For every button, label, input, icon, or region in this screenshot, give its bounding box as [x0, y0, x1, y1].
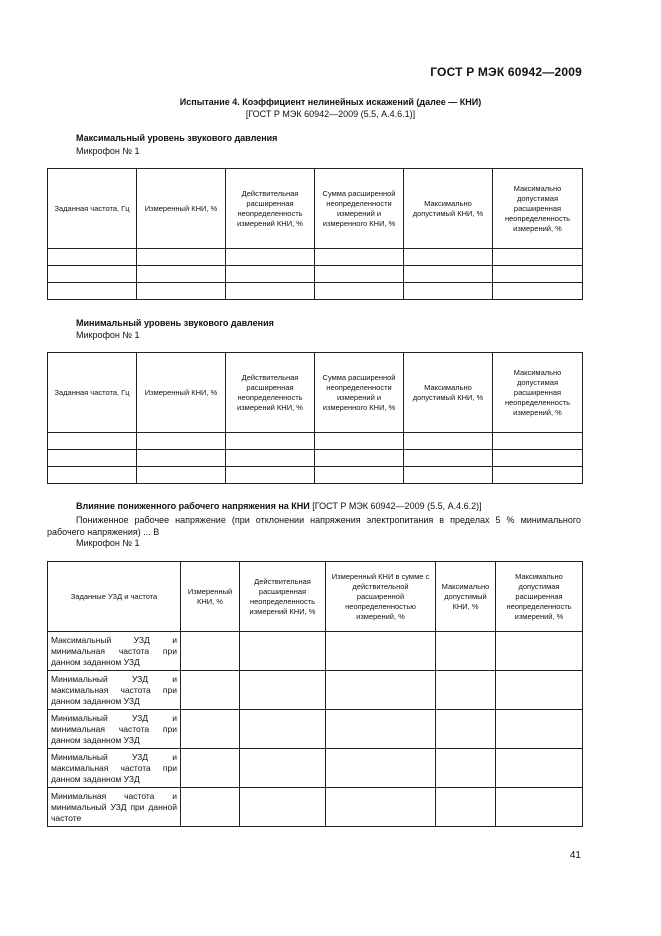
column-header: Сумма расширенной неопределенности измерений и измеренного КНИ, %	[315, 169, 404, 249]
table-cell	[436, 788, 496, 827]
table-cell	[48, 433, 137, 450]
test-reference: [ГОСТ Р МЭК 60942—2009 (5.5, А.4.6.1)]	[245, 109, 416, 119]
table-cell	[493, 450, 583, 467]
column-header: Действительная расширенная неопределенность измерений КНИ, %	[226, 169, 315, 249]
test-title: Испытание 4. Коэффициент нелинейных искажений (далее — КНИ)	[179, 97, 482, 107]
column-header: Действительная расширенная неопределенность измерений КНИ, %	[226, 353, 315, 433]
table-cell	[181, 788, 240, 827]
table-cell	[436, 710, 496, 749]
table-cell	[496, 671, 583, 710]
table-cell	[326, 710, 436, 749]
section3-reference: [ГОСТ Р МЭК 60942—2009 (5.5, А.4.6.2)]	[309, 501, 482, 511]
table-cell	[326, 788, 436, 827]
table-cell	[326, 671, 436, 710]
column-header: Максимально допустимая расширенная неопределенность измерений, %	[493, 353, 583, 433]
section3-microphone: Микрофон № 1	[76, 538, 140, 548]
table-row	[48, 749, 583, 788]
table-cell	[496, 710, 583, 749]
table-cell	[315, 283, 404, 300]
table-row	[48, 283, 583, 300]
row-label: Минимальный УЗД и максимальная частота при данном заданном УЗД	[48, 671, 181, 710]
column-header: Измеренный КНИ, %	[137, 169, 226, 249]
table-cell	[226, 283, 315, 300]
table-cell	[404, 433, 493, 450]
table-header-row	[48, 169, 583, 249]
table-cell	[496, 749, 583, 788]
section3-table	[47, 561, 583, 827]
table-cell	[326, 632, 436, 671]
table-cell	[326, 749, 436, 788]
table-cell	[226, 450, 315, 467]
table-cell	[493, 433, 583, 450]
row-label: Минимальная частота и минимальный УЗД при данной частоте	[48, 788, 181, 827]
table-row	[48, 249, 583, 266]
table-cell	[493, 467, 583, 484]
column-header: Максимально допустимый КНИ, %	[436, 562, 496, 632]
table-cell	[315, 249, 404, 266]
table-cell	[240, 710, 326, 749]
table-cell	[137, 467, 226, 484]
table-cell	[137, 283, 226, 300]
table-cell	[436, 671, 496, 710]
table-cell	[137, 249, 226, 266]
table-row	[48, 671, 583, 710]
table-header-row	[48, 353, 583, 433]
table-cell	[496, 632, 583, 671]
table-cell	[181, 710, 240, 749]
table-cell	[404, 450, 493, 467]
table-row	[48, 467, 583, 484]
table-row	[48, 450, 583, 467]
table-cell	[137, 266, 226, 283]
table-cell	[404, 283, 493, 300]
row-label: Минимальный УЗД и минимальная частота при данном заданном УЗД	[48, 710, 181, 749]
table-cell	[226, 467, 315, 484]
table-cell	[436, 632, 496, 671]
table-row	[48, 433, 583, 450]
standard-header: ГОСТ Р МЭК 60942—2009	[430, 65, 582, 79]
table-cell	[137, 450, 226, 467]
column-header: Заданная частота, Гц	[48, 353, 137, 433]
table-cell	[48, 249, 137, 266]
section3-heading-line	[76, 500, 581, 512]
table-cell	[315, 450, 404, 467]
table-cell	[496, 788, 583, 827]
table-cell	[493, 283, 583, 300]
table-cell	[181, 671, 240, 710]
column-header: Максимально допустимая расширенная неопределенность измерений, %	[496, 562, 583, 632]
page-number: 41	[569, 850, 581, 861]
section1-table	[47, 168, 583, 300]
table-cell	[48, 467, 137, 484]
table-cell	[226, 433, 315, 450]
column-header: Измеренный КНИ в сумме с действительной расширенной неопределенностью измерений, %	[326, 562, 436, 632]
section2-microphone: Микрофон № 1	[76, 330, 140, 340]
row-label: Минимальный УЗД и максимальная частота при данном заданном УЗД	[48, 749, 181, 788]
section2-heading: Минимальный уровень звукового давления	[76, 318, 274, 328]
table-row	[48, 266, 583, 283]
table-cell	[436, 749, 496, 788]
column-header: Измеренный КНИ, %	[181, 562, 240, 632]
row-label: Максимальный УЗД и минимальная частота при данном заданном УЗД	[48, 632, 181, 671]
table-row	[48, 710, 583, 749]
table-header-row	[48, 562, 583, 632]
table-cell	[493, 266, 583, 283]
table-cell	[404, 467, 493, 484]
column-header: Сумма расширенной неопределенности измерений и измеренного КНИ, %	[315, 353, 404, 433]
table-cell	[404, 266, 493, 283]
section1-microphone: Микрофон № 1	[76, 146, 140, 156]
table-cell	[315, 266, 404, 283]
table-cell	[48, 266, 137, 283]
column-header: Заданная частота, Гц	[48, 169, 137, 249]
table-cell	[240, 632, 326, 671]
table-cell	[240, 749, 326, 788]
section2-table	[47, 352, 583, 484]
section3-heading: Влияние пониженного рабочего напряжения на КНИ	[76, 501, 310, 511]
table-cell	[181, 749, 240, 788]
table-cell	[493, 249, 583, 266]
column-header: Максимально допустимая расширенная неопределенность измерений, %	[493, 169, 583, 249]
section1-heading: Максимальный уровень звукового давления	[76, 133, 278, 143]
table-cell	[48, 283, 137, 300]
table-cell	[48, 450, 137, 467]
column-header: Максимально допустимый КНИ, %	[404, 353, 493, 433]
table-cell	[137, 433, 226, 450]
table-cell	[404, 249, 493, 266]
column-header: Максимально допустимый КНИ, %	[404, 169, 493, 249]
table-cell	[226, 249, 315, 266]
column-header: Заданные УЗД и частота	[48, 562, 181, 632]
table-row	[48, 632, 583, 671]
column-header: Действительная расширенная неопределенность измерений КНИ, %	[240, 562, 326, 632]
column-header: Измеренный КНИ, %	[137, 353, 226, 433]
table-cell	[226, 266, 315, 283]
table-cell	[181, 632, 240, 671]
table-row	[48, 788, 583, 827]
table-cell	[315, 467, 404, 484]
table-cell	[240, 671, 326, 710]
table-cell	[240, 788, 326, 827]
table-cell	[315, 433, 404, 450]
section3-paragraph: Пониженное рабочее напряжение (при отклонении напряжения электропитания в пределах 5 % минимального рабочего напряжения) ... В	[47, 515, 581, 537]
